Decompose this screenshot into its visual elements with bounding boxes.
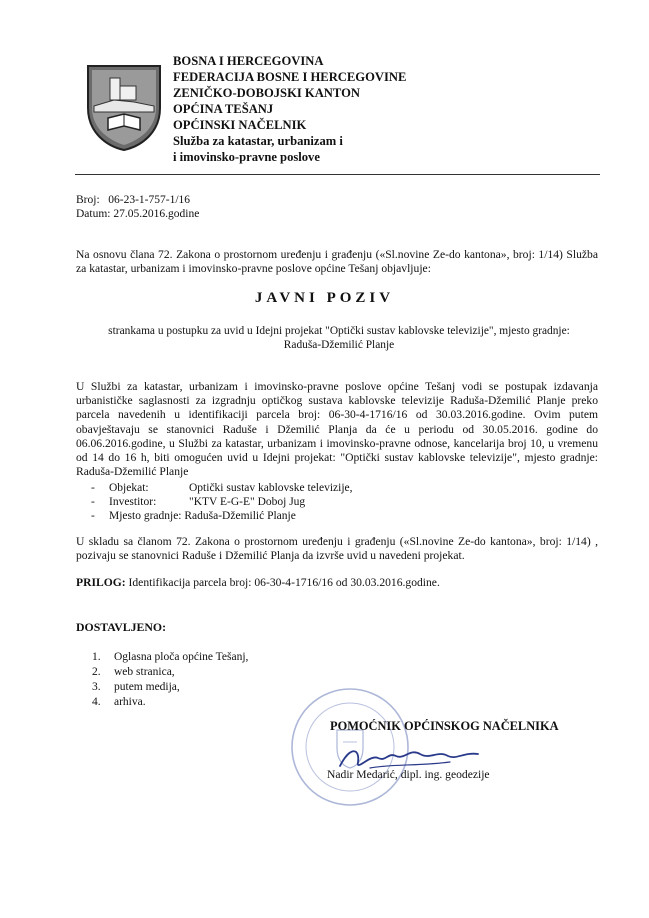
item-text: putem medija, <box>114 681 180 693</box>
document-meta <box>76 193 199 221</box>
detail-label: Mjesto gradnje: Raduša-Džemilić Planje <box>109 510 296 523</box>
header-line: BOSNA I HERCEGOVINA <box>173 54 324 68</box>
item-text: web stranica, <box>114 666 175 678</box>
legal-paragraph: U skladu sa članom 72. Zakona o prostornom uređenju i građenju («Sl.novine Ze-do kantona», broj: 1/14) , pozivaju se stanovnici Raduše i Džemilić Planja da izvrše uvid u navedeni projekat. <box>76 535 598 563</box>
broj-label: Broj: <box>76 194 100 206</box>
detail-value: "KTV E-G-E" Doboj Jug <box>189 496 306 509</box>
header-line: Služba za katastar, urbanizam i <box>173 134 343 148</box>
broj-value: 06-23-1-757-1/16 <box>108 194 191 206</box>
detail-label: Investitor: <box>109 496 157 509</box>
item-number: 1. <box>92 651 101 663</box>
item-text: Oglasna ploča općine Tešanj, <box>114 651 249 663</box>
document-title: JAVNI POZIV <box>254 290 395 306</box>
prilog-label: PRILOG: <box>76 576 126 589</box>
prilog-text: Identifikacija parcela broj: 06-30-4-1716/16 od 30.03.2016.godine. <box>128 576 440 589</box>
prilog-line <box>76 576 598 590</box>
signatory-name: Nadir Medarić, dipl. ing. geodezije <box>327 768 490 781</box>
detail-label: Objekat: <box>109 482 149 494</box>
item-number: 4. <box>92 696 101 708</box>
institution-header <box>173 53 406 165</box>
header-line: i imovinsko-pravne poslove <box>173 150 320 164</box>
header-line: OPĆINSKI NAČELNIK <box>173 118 307 132</box>
header-line: ZENIČKO-DOBOJSKI KANTON <box>173 86 360 100</box>
item-number: 3. <box>92 681 101 693</box>
datum-label: Datum: <box>76 208 111 220</box>
header-line: OPĆINA TEŠANJ <box>173 102 274 116</box>
intro-paragraph: Na osnovu člana 72. Zakona o prostornom uređenju i građenju («Sl.novine Ze-do kantona», broj: 1/14) Služba za katastar, urbanizam i imovinsko-pravne poslove općine Tešanj objavljuje: <box>76 248 598 276</box>
item-number: 2. <box>92 666 101 678</box>
coat-of-arms-logo <box>84 62 164 152</box>
body-paragraph: U Službi za katastar, urbanizam i imovinsko-pravne poslove općine Tešanj vodi se postupak izdavanja urbanističke saglasnosti za izgradnju optičkog sustava kablovske televizije Raduša-Džemilić Planje preko parcela navedenih u identifikaciji parcela broj: 06-30-4-1716/16 od 30.03.2016.godine. Ovim putem obavještavaju se stanovnici Raduše i Džemilić Planja da će u periodu od 30.05.2016. godine do 06.06.2016.godine, u Službi za katastar, urbanizam i imovinsko-pravne odnose, kancelarija broj 10, u vremenu od 14 do 16 h, biti omogućen uvid u Idejni projekat: "Optički sustav kablovske televizije", mjesto gradnje: Raduša-Džemilić Planje <box>76 380 598 479</box>
header-line: FEDERACIJA BOSNE I HERCEGOVINE <box>173 70 407 84</box>
document-subtitle: strankama u postupku za uvid u Idejni projekat "Optički sustav kablovske televizije", mjesto gradnje: Raduša-Džemilić Planje <box>108 325 570 351</box>
item-text: arhiva. <box>114 696 146 708</box>
datum-value: 27.05.2016.godine <box>113 208 200 220</box>
signatory-title: POMOĆNIK OPĆINSKOG NAČELNIKA <box>330 719 559 733</box>
header-divider <box>75 174 600 175</box>
detail-value: Optički sustav kablovske televizije, <box>189 482 353 494</box>
dostavljeno-heading: DOSTAVLJENO: <box>76 620 167 634</box>
